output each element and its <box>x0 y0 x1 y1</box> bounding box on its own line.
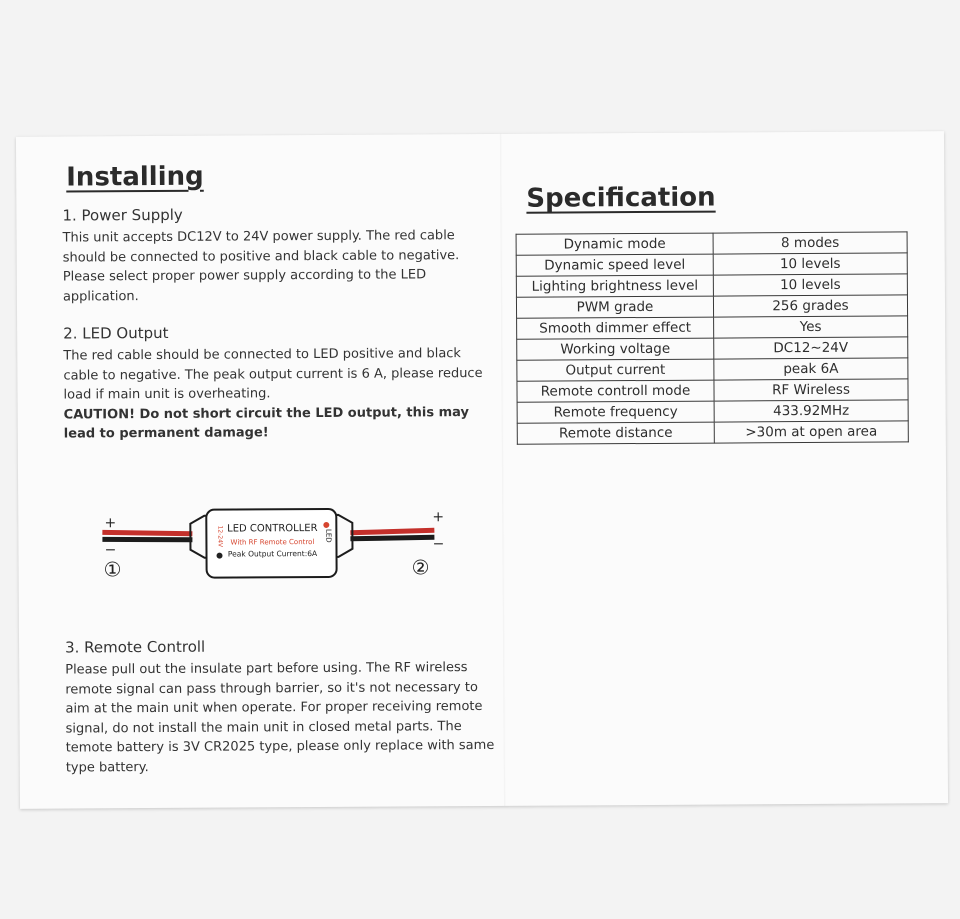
led-controller-diagram <box>82 504 452 586</box>
spec-row <box>517 358 908 381</box>
spec-row <box>516 295 907 318</box>
spec-key: Lighting brightness level <box>516 275 713 297</box>
spec-key: Remote distance <box>517 422 714 444</box>
led-side-label: LED <box>324 528 333 543</box>
spec-key: Remote frequency <box>517 401 714 423</box>
output-plus-sign: + <box>432 509 445 526</box>
voltage-side-label: 12-24V <box>216 525 224 548</box>
spec-value: >30m at open area <box>714 421 908 443</box>
controller-label-3: Peak Output Current:6A <box>227 549 318 559</box>
spec-value: 256 grades <box>713 295 907 317</box>
spec-row <box>517 337 908 360</box>
spec-key: Dynamic mode <box>516 233 713 255</box>
spec-row <box>516 253 907 276</box>
power-supply-text: This unit accepts DC12V to 24V power supply. The red cable should be connected to positive and black cable to negative. Please select proper power supply according to the LED application. <box>62 228 460 305</box>
spec-value: peak 6A <box>714 358 908 380</box>
installing-title: Installing <box>66 161 204 193</box>
page-fold <box>500 134 506 806</box>
input-number-1: ① <box>103 557 122 582</box>
specification-title: Specification <box>526 182 716 214</box>
spec-value: 10 levels <box>713 274 907 296</box>
spec-key: Smooth dimmer effect <box>517 317 714 339</box>
led-output-section <box>63 322 494 444</box>
spec-value: 10 levels <box>713 253 907 275</box>
output-black-cable <box>350 537 434 539</box>
spec-value: RF Wireless <box>714 379 908 401</box>
led-output-text: The red cable should be connected to LED positive and black cable to negative. The peak output current is 6 A, please reduce load if main unit is overheating. <box>63 346 483 403</box>
output-minus-sign: − <box>432 536 445 553</box>
spec-row <box>516 274 907 297</box>
spec-value: 433.92MHz <box>714 400 908 422</box>
spec-value: Yes <box>714 316 908 338</box>
spec-value: 8 modes <box>713 232 907 254</box>
input-indicator-icon <box>216 553 222 559</box>
output-number-2: ② <box>411 555 430 580</box>
specification-table-body <box>516 232 908 444</box>
input-red-cable <box>102 532 192 535</box>
caution-text: CAUTION! Do not short circuit the LED output, this may lead to permanent damage! <box>63 404 470 442</box>
controller-label-1: LED CONTROLLER <box>227 523 318 535</box>
spec-key: Dynamic speed level <box>516 254 713 276</box>
spec-key: Working voltage <box>517 338 714 360</box>
spec-row <box>517 400 908 423</box>
spec-key: Remote controll mode <box>517 380 714 402</box>
output-red-cable <box>350 530 434 533</box>
output-indicator-icon <box>323 522 329 528</box>
power-supply-heading: 1. Power Supply <box>62 205 183 225</box>
instruction-sheet <box>16 131 948 809</box>
power-supply-section <box>62 204 493 307</box>
input-plus-sign: + <box>104 515 117 532</box>
spec-key: Output current <box>517 359 714 381</box>
spec-key: PWM grade <box>516 296 713 318</box>
remote-control-heading: 3. Remote Controll <box>65 637 206 657</box>
remote-control-text: Please pull out the insulate part before using. The RF wireless remote signal can pass through barrier, so it's not necessary to aim at the main unit when operate. For proper receiving remote signal, do not install the main unit in closed metal parts. The temote battery is 3V CR2025 type, please only replace with same type battery. <box>65 660 495 776</box>
spec-value: DC12~24V <box>714 337 908 359</box>
led-output-heading: 2. LED Output <box>63 323 169 343</box>
input-minus-sign: − <box>104 542 117 559</box>
spec-row <box>517 316 908 339</box>
input-black-cable <box>102 539 192 541</box>
spec-row <box>516 232 907 255</box>
remote-control-section <box>65 636 496 778</box>
spec-row <box>517 421 908 444</box>
specification-table <box>516 231 909 444</box>
controller-label-2: With RF Remote Control <box>230 538 315 547</box>
spec-row <box>517 379 908 402</box>
